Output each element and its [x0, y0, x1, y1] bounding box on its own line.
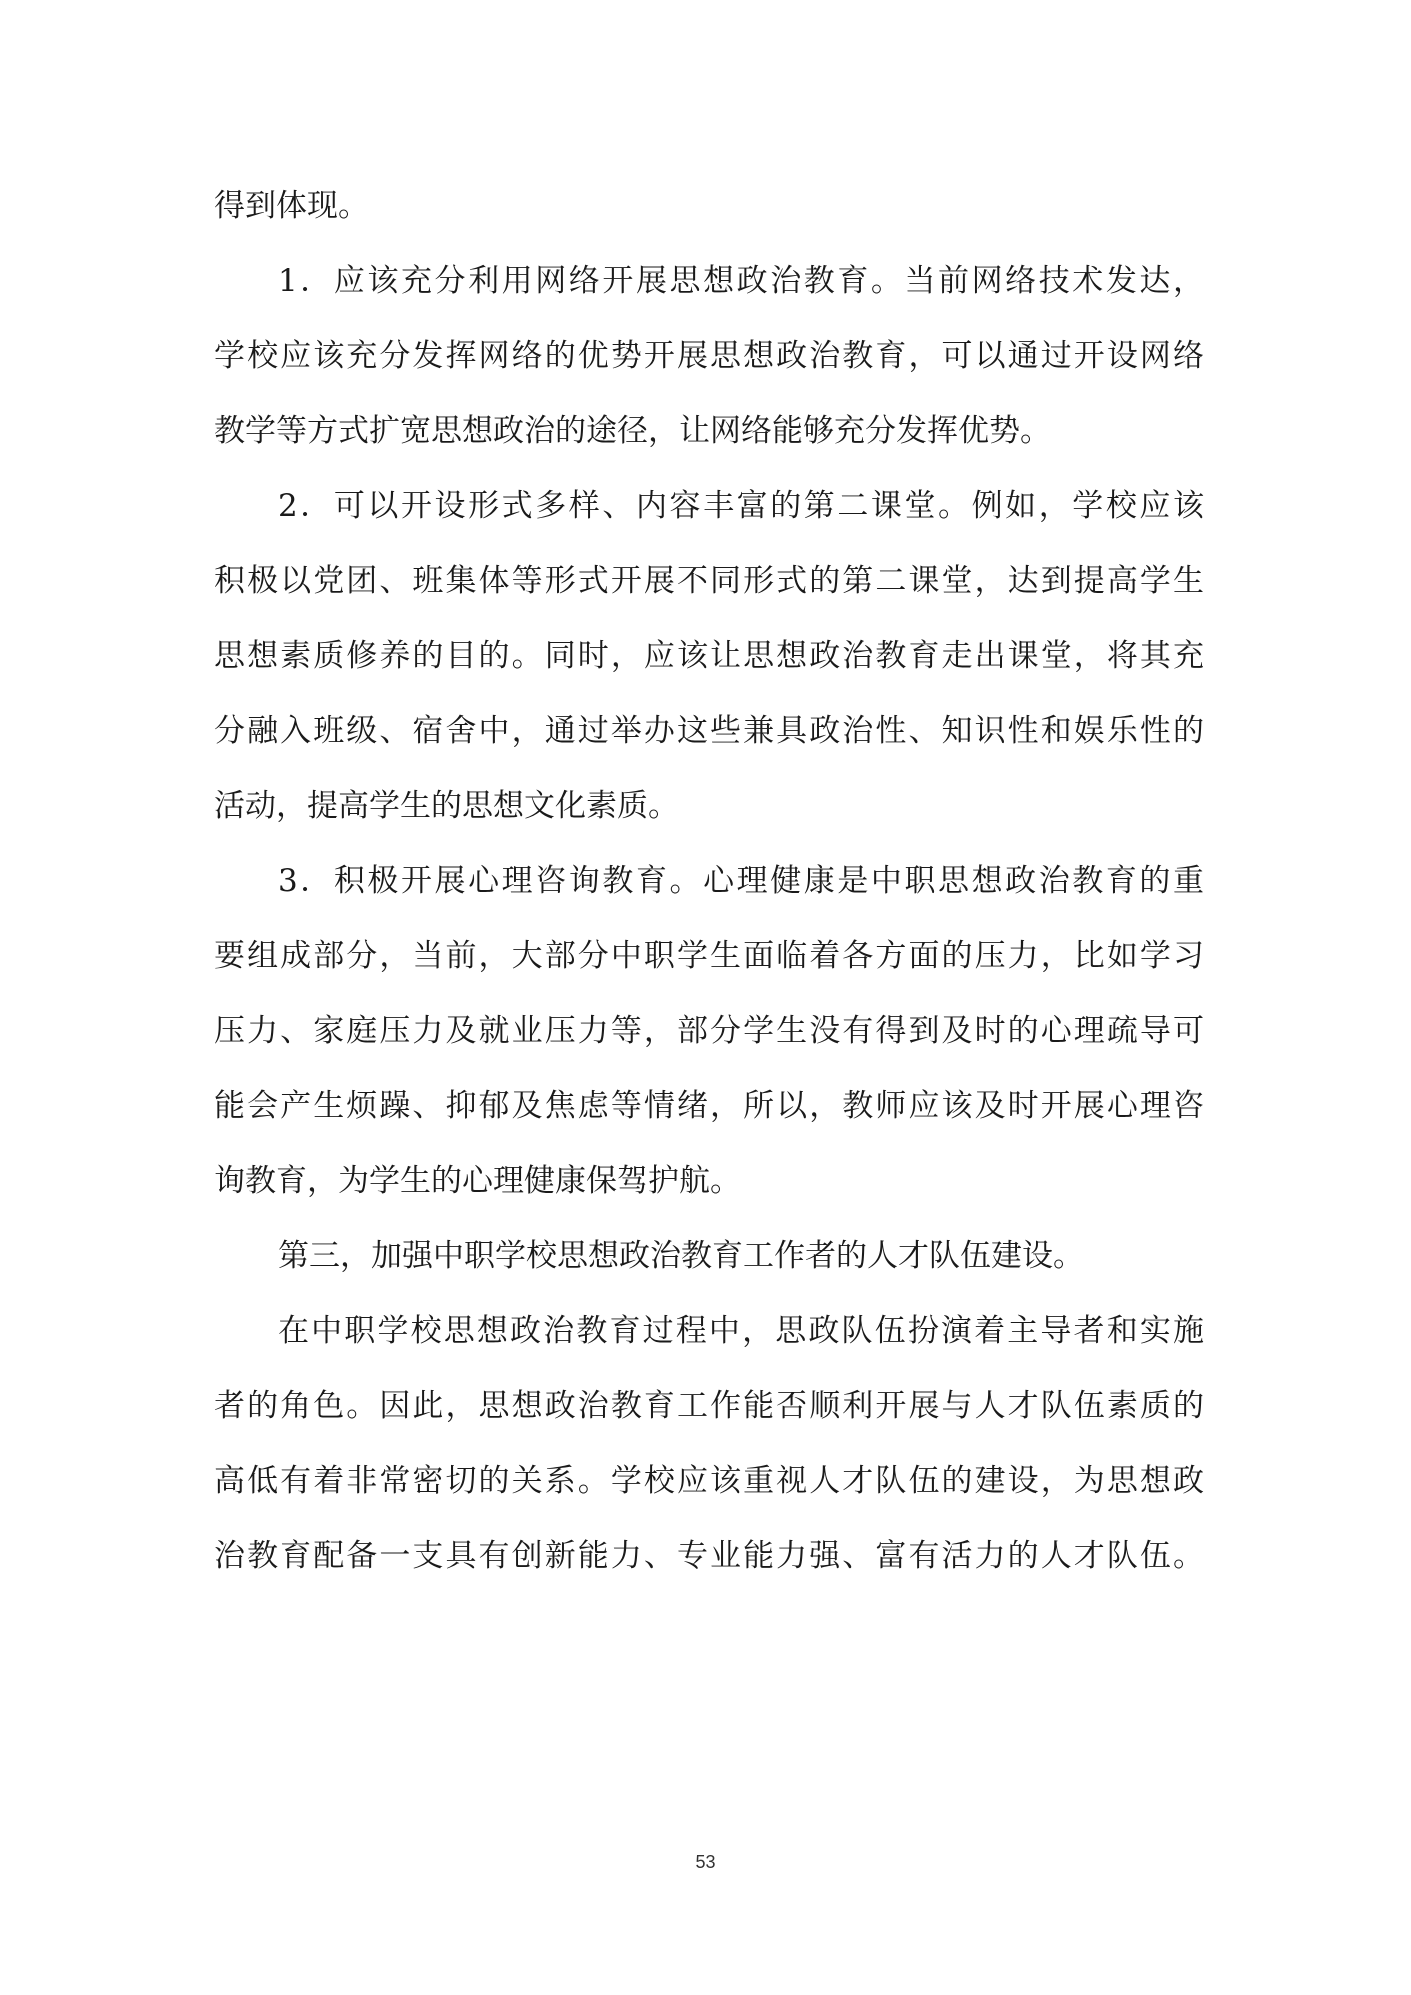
text-line: 3．积极开展心理咨询教育。心理健康是中职思想政治教育的重 [278, 863, 1204, 899]
text-line: 思想素质修养的目的。同时，应该让思想政治教育走出课堂，将其充 [214, 638, 1204, 674]
text-line: 治教育配备一支具有创新能力、专业能力强、富有活力的人才队伍。 [214, 1538, 1204, 1574]
text-line: 教学等方式扩宽思想政治的途径，让网络能够充分发挥优势。 [214, 413, 1051, 449]
text-line: 学校应该充分发挥网络的优势开展思想政治教育，可以通过开设网络 [214, 338, 1204, 374]
section-heading-line: 第三，加强中职学校思想政治教育工作者的人才队伍建设。 [278, 1238, 1084, 1274]
text-line: 活动，提高学生的思想文化素质。 [214, 788, 679, 824]
text-line: 高低有着非常密切的关系。学校应该重视人才队伍的建设，为思想政 [214, 1463, 1204, 1499]
text-line: 1．应该充分利用网络开展思想政治教育。当前网络技术发达， [278, 263, 1204, 299]
text-line: 询教育，为学生的心理健康保驾护航。 [214, 1163, 741, 1199]
text-line: 2．可以开设形式多样、内容丰富的第二课堂。例如，学校应该 [278, 488, 1204, 524]
text-line: 能会产生烦躁、抑郁及焦虑等情绪，所以，教师应该及时开展心理咨 [214, 1088, 1204, 1124]
page-number: 53 [695, 1852, 716, 1872]
text-line: 在中职学校思想政治教育过程中，思政队伍扮演着主导者和实施 [278, 1313, 1204, 1349]
text-line: 者的角色。因此，思想政治教育工作能否顺利开展与人才队伍素质的 [214, 1388, 1204, 1424]
text-line: 压力、家庭压力及就业压力等，部分学生没有得到及时的心理疏导可 [214, 1013, 1204, 1049]
text-line: 分融入班级、宿舍中，通过举办这些兼具政治性、知识性和娱乐性的 [214, 713, 1204, 749]
text-line: 积极以党团、班集体等形式开展不同形式的第二课堂，达到提高学生 [214, 563, 1204, 599]
text-line: 要组成部分，当前，大部分中职学生面临着各方面的压力，比如学习 [214, 938, 1204, 974]
text-line: 得到体现。 [214, 188, 369, 224]
